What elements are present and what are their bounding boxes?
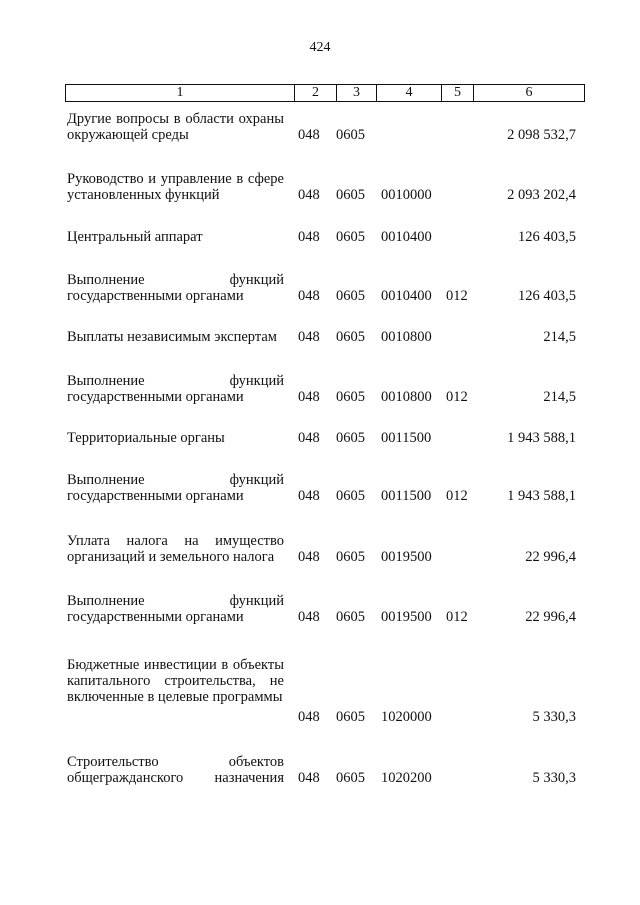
row-c2: 048	[298, 488, 320, 504]
row-c2: 048	[298, 187, 320, 203]
table-row	[0, 593, 640, 627]
row-c4: 1020000	[381, 709, 432, 725]
row-c2: 048	[298, 389, 320, 405]
row-c2: 048	[298, 709, 320, 725]
table-row	[0, 430, 640, 448]
row-c4: 0011500	[381, 430, 432, 446]
row-name: Выполнение функций государственными органами	[67, 472, 284, 504]
row-name: Строительство объектов общегражданского назначения	[67, 754, 284, 786]
row-c2: 048	[298, 770, 320, 786]
row-name: Выполнение функций государственными органами	[67, 373, 284, 405]
row-c5: 012	[446, 488, 468, 504]
row-c4: 0019500	[381, 549, 432, 565]
header-col-1: 1	[176, 85, 184, 100]
row-c5: 012	[446, 389, 468, 405]
row-c5: 012	[446, 609, 468, 625]
row-c6: 2 098 532,7	[507, 127, 576, 143]
row-c6: 2 093 202,4	[507, 187, 576, 203]
header-col-5: 5	[441, 85, 473, 101]
table-row	[0, 229, 640, 247]
row-c2: 048	[298, 329, 320, 345]
row-c4: 0010800	[381, 329, 432, 345]
row-c4: 0011500	[381, 488, 432, 504]
row-c2: 048	[298, 430, 320, 446]
row-c4: 0010400	[381, 288, 432, 304]
row-c6: 126 403,5	[518, 288, 576, 304]
row-c3: 0605	[336, 430, 365, 446]
row-c3: 0605	[336, 389, 365, 405]
table-row	[0, 272, 640, 306]
row-c4: 1020200	[381, 770, 432, 786]
table-row	[0, 754, 640, 788]
table-row	[0, 472, 640, 506]
row-c3: 0605	[336, 329, 365, 345]
row-name: Выплаты независимым экспертам	[67, 329, 277, 345]
row-c6: 1 943 588,1	[507, 488, 576, 504]
row-c6: 22 996,4	[525, 609, 576, 625]
row-c4: 0010800	[381, 389, 432, 405]
table-header	[65, 84, 585, 102]
row-c6: 214,5	[543, 329, 576, 345]
row-c3: 0605	[336, 229, 365, 245]
row-c3: 0605	[336, 127, 365, 143]
row-name: Другие вопросы в области охраны окружающей среды	[67, 111, 284, 143]
row-c6: 1 943 588,1	[507, 430, 576, 446]
row-name: Руководство и управление в сфере установленных функций	[67, 171, 284, 203]
row-c2: 048	[298, 127, 320, 143]
row-c2: 048	[298, 229, 320, 245]
row-name: Территориальные органы	[67, 430, 225, 446]
row-c6: 22 996,4	[525, 549, 576, 565]
row-name: Выполнение функций государственными органами	[67, 272, 284, 304]
page-number: 424	[309, 40, 331, 55]
row-c3: 0605	[336, 609, 365, 625]
row-c6: 214,5	[543, 389, 576, 405]
header-col-6: 6	[473, 85, 584, 101]
row-c3: 0605	[336, 549, 365, 565]
row-c6: 5 330,3	[532, 709, 576, 725]
row-name: Выполнение функций государственными органами	[67, 593, 284, 625]
header-col-2: 2	[294, 85, 336, 101]
row-c3: 0605	[336, 288, 365, 304]
row-name: Уплата налога на имущество организаций и земельного налога	[67, 533, 284, 565]
header-col-3: 3	[336, 85, 376, 101]
row-c2: 048	[298, 288, 320, 304]
table-row	[0, 329, 640, 347]
row-c6: 5 330,3	[532, 770, 576, 786]
table-row	[0, 657, 640, 723]
row-c3: 0605	[336, 187, 365, 203]
row-c4: 0019500	[381, 609, 432, 625]
row-name: Центральный аппарат	[67, 229, 203, 245]
table-row	[0, 373, 640, 407]
header-col-4: 4	[376, 85, 441, 101]
row-name: Бюджетные инвестиции в объекты капитального строительства, не включенные в целевые программы	[67, 657, 284, 705]
row-c4: 0010400	[381, 229, 432, 245]
table-row	[0, 533, 640, 567]
row-c2: 048	[298, 609, 320, 625]
row-c3: 0605	[336, 709, 365, 725]
row-c5: 012	[446, 288, 468, 304]
row-c4: 0010000	[381, 187, 432, 203]
table-row	[0, 111, 640, 145]
row-c3: 0605	[336, 488, 365, 504]
row-c3: 0605	[336, 770, 365, 786]
row-c2: 048	[298, 549, 320, 565]
row-c6: 126 403,5	[518, 229, 576, 245]
table-row	[0, 171, 640, 205]
